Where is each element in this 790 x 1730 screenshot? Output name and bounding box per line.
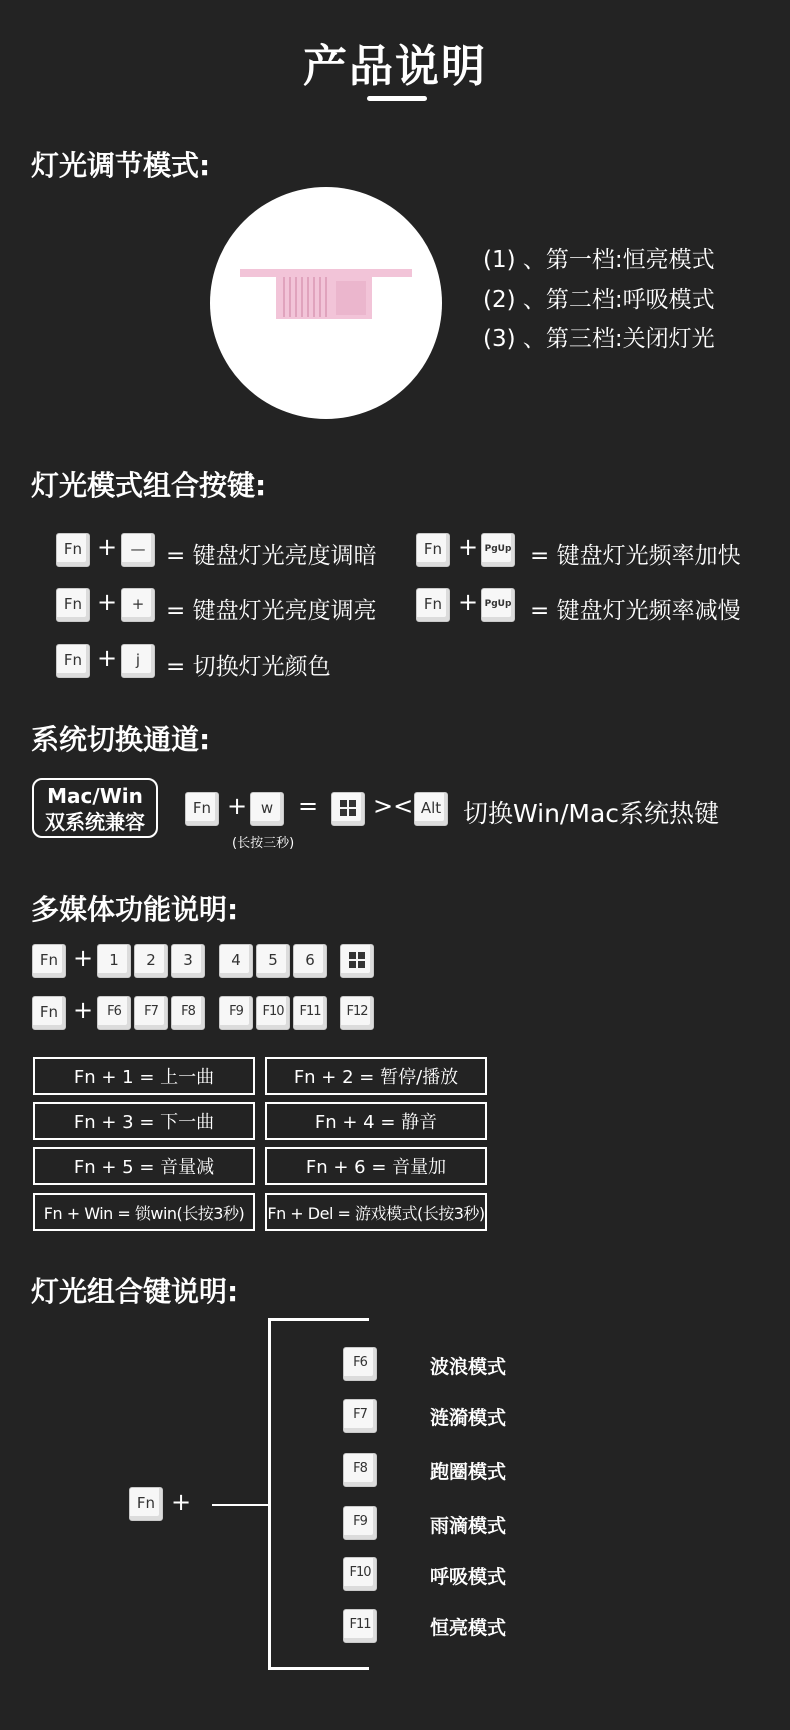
fn-key: Fn xyxy=(56,588,90,622)
key-f10: F10 xyxy=(256,996,290,1030)
windows-icon xyxy=(349,952,365,968)
plus-key: + xyxy=(121,588,155,622)
light-adjust-heading: 灯光调节模式: xyxy=(31,149,211,182)
key-3: 3 xyxy=(171,944,205,978)
plus-sign: + xyxy=(458,533,479,561)
key-f9: F9 xyxy=(219,996,253,1030)
combo-desc-faster: = 键盘灯光频率加快 xyxy=(530,543,741,569)
long-press-note: (长按三秒) xyxy=(232,836,295,851)
light-mode-3: (3) 、第三档:关闭灯光 xyxy=(483,326,715,352)
media-cell: Fn + 1 = 上一曲 xyxy=(33,1057,255,1095)
plus-sign: + xyxy=(97,533,118,561)
key-f9: F9 xyxy=(343,1506,377,1540)
plus-sign: + xyxy=(73,996,94,1024)
combo-heading: 灯光模式组合按键: xyxy=(31,469,267,502)
key-f6: F6 xyxy=(343,1347,377,1381)
light-mode-label: 涟漪模式 xyxy=(430,1407,507,1429)
plus-sign: + xyxy=(97,588,118,616)
key-f11: F11 xyxy=(343,1609,377,1643)
media-cell: Fn + 5 = 音量减 xyxy=(33,1147,255,1185)
mac-win-badge xyxy=(32,778,158,838)
light-mode-label: 波浪模式 xyxy=(430,1356,507,1378)
key-f7: F7 xyxy=(343,1399,377,1433)
pgup-key: PgUp xyxy=(481,588,515,622)
key-6: 6 xyxy=(293,944,327,978)
badge-line-2: 双系统兼容 xyxy=(45,810,145,834)
light-mode-2: (2) 、第二档:呼吸模式 xyxy=(483,287,715,313)
bracket-vertical xyxy=(268,1318,271,1670)
media-cell: Fn + 4 = 静音 xyxy=(265,1102,487,1140)
light-combo-heading: 灯光组合键说明: xyxy=(31,1275,239,1308)
media-cell: Fn + 2 = 暂停/播放 xyxy=(265,1057,487,1095)
key-1: 1 xyxy=(97,944,131,978)
pgup-key: PgUp xyxy=(481,533,515,567)
key-5: 5 xyxy=(256,944,290,978)
badge-line-1: Mac/Win xyxy=(47,784,143,808)
page-title: 产品说明 xyxy=(303,41,487,92)
fn-key: Fn xyxy=(416,533,450,567)
light-mode-1: (1) 、第一档:恒亮模式 xyxy=(483,247,715,273)
system-heading: 系统切换通道: xyxy=(31,723,211,756)
equals-sign: = xyxy=(298,792,319,820)
light-mode-label: 恒亮模式 xyxy=(430,1617,507,1639)
media-cell: Fn + Win = 锁win(长按3秒) xyxy=(33,1193,255,1231)
plus-sign: + xyxy=(227,792,248,820)
pink-keyboard-switch-image xyxy=(240,267,412,319)
windows-key xyxy=(340,944,374,978)
key-f10: F10 xyxy=(343,1557,377,1591)
bracket-top xyxy=(268,1318,369,1321)
combo-desc-dim: = 键盘灯光亮度调暗 xyxy=(166,543,377,569)
light-mode-label: 呼吸模式 xyxy=(430,1566,507,1588)
plus-sign: + xyxy=(171,1488,192,1516)
title-underline xyxy=(367,96,427,101)
plus-sign: + xyxy=(97,644,118,672)
windows-icon xyxy=(340,800,356,816)
key-f6: F6 xyxy=(97,996,131,1030)
windows-key xyxy=(331,792,365,826)
media-cell: Fn + Del = 游戏模式(长按3秒) xyxy=(265,1193,487,1231)
plus-sign: + xyxy=(73,944,94,972)
media-cell: Fn + 3 = 下一曲 xyxy=(33,1102,255,1140)
media-heading: 多媒体功能说明: xyxy=(31,893,239,926)
fn-key: Fn xyxy=(32,996,66,1030)
j-key: j xyxy=(121,644,155,678)
bracket-bottom xyxy=(268,1667,369,1670)
fn-key: Fn xyxy=(416,588,450,622)
media-cell: Fn + 6 = 音量加 xyxy=(265,1147,487,1185)
light-mode-label: 跑圈模式 xyxy=(430,1461,507,1483)
bracket-connector xyxy=(212,1504,270,1506)
knob-image xyxy=(210,187,442,419)
alt-key: Alt xyxy=(414,792,448,826)
combo-desc-bright: = 键盘灯光亮度调亮 xyxy=(166,598,377,624)
combo-desc-color: = 切换灯光颜色 xyxy=(166,654,331,680)
fn-key: Fn xyxy=(56,533,90,567)
key-4: 4 xyxy=(219,944,253,978)
key-f8: F8 xyxy=(343,1453,377,1487)
combo-desc-slower: = 键盘灯光频率减慢 xyxy=(530,598,741,624)
key-f11: F11 xyxy=(293,996,327,1030)
key-f7: F7 xyxy=(134,996,168,1030)
w-key: w xyxy=(250,792,284,826)
light-mode-label: 雨滴模式 xyxy=(430,1515,507,1537)
key-f12: F12 xyxy=(340,996,374,1030)
fn-key: Fn xyxy=(129,1487,163,1521)
minus-key: — xyxy=(121,533,155,567)
fn-key: Fn xyxy=(32,944,66,978)
plus-sign: + xyxy=(458,588,479,616)
key-f8: F8 xyxy=(171,996,205,1030)
key-2: 2 xyxy=(134,944,168,978)
system-switch-desc: 切换Win/Mac系统热键 xyxy=(463,799,720,828)
fn-key: Fn xyxy=(185,792,219,826)
fn-key: Fn xyxy=(56,644,90,678)
swap-symbol: >< xyxy=(373,792,414,820)
